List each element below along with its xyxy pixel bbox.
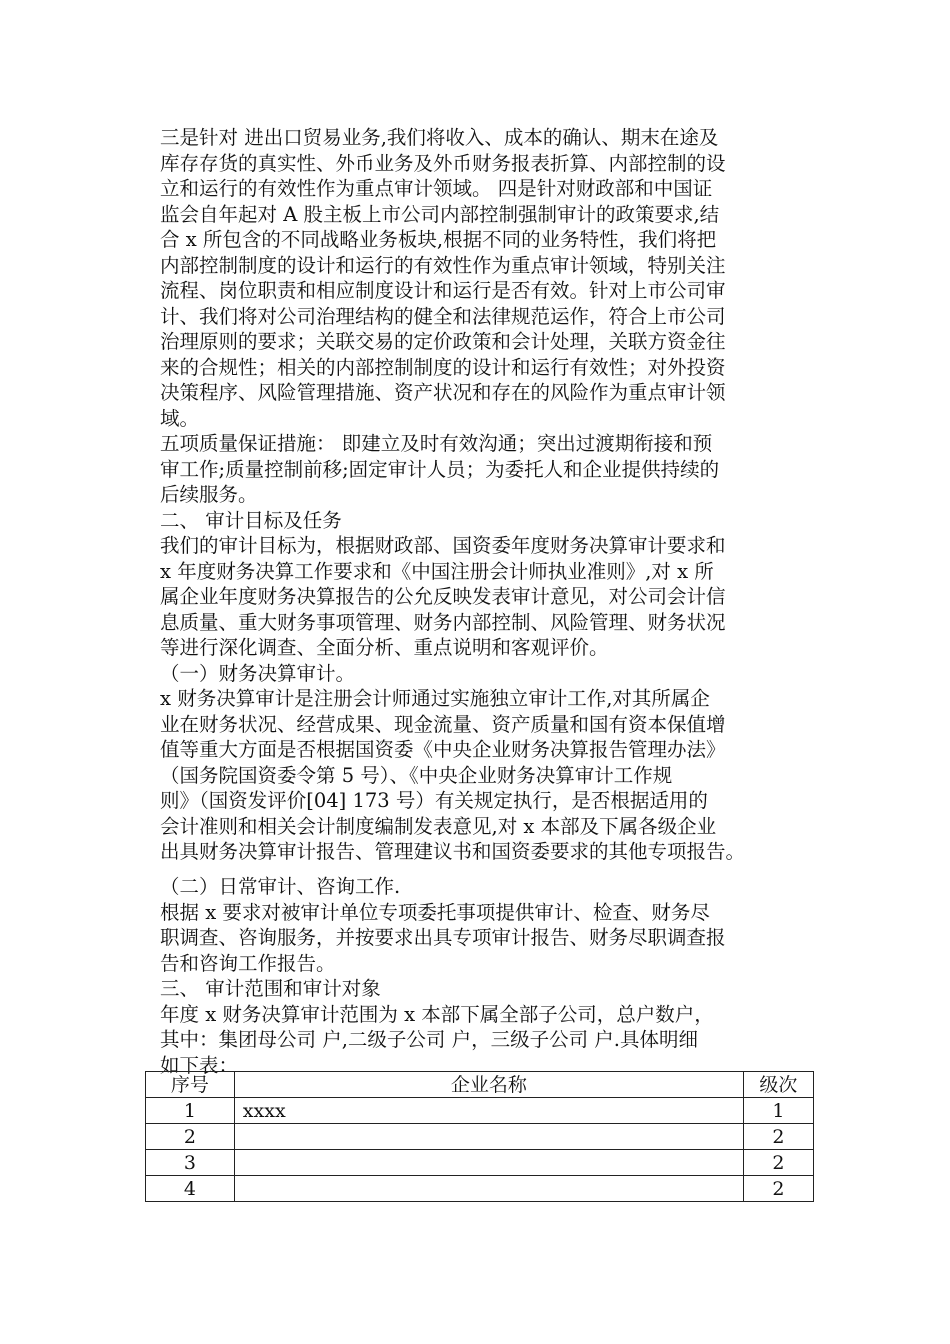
text-line: x 财务决算审计是注册会计师通过实施独立审计工作,对其所属企 — [160, 687, 710, 710]
column-header-level: 级次 — [743, 1072, 813, 1098]
text-line: 根据 x 要求对被审计单位专项委托事项提供审计、检查、财务尽 — [160, 900, 710, 924]
table-cell-level: 2 — [743, 1124, 813, 1150]
text-block-1 — [160, 125, 820, 865]
table-cell-level: 1 — [743, 1098, 813, 1124]
text-line: 三是针对 进出口贸易业务,我们将收入、成本的确认、期末在途及 — [160, 126, 719, 149]
enterprise-table — [145, 1071, 814, 1202]
table-cell-level: 2 — [743, 1176, 813, 1202]
text-line: 域。 — [160, 406, 200, 430]
table-cell-index: 4 — [146, 1176, 235, 1202]
text-line: x 年度财务决算工作要求和《中国注册会计师执业准则》,对 x 所 — [160, 559, 714, 583]
text-line: 业在财务状况、经营成果、现金流量、资产质量和国有资本保值增 — [160, 712, 726, 736]
section-heading: 二、 审计目标及任务 — [160, 508, 342, 532]
text-line: 值等重大方面是否根据国资委《中央企业财务决算报告管理办法》 — [160, 738, 726, 761]
text-line: 立和运行的有效性作为重点审计领域。 四是针对财政部和中国证 — [160, 177, 713, 200]
text-line: 来的合规性；相关的内部控制制度的设计和运行有效性；对外投资 — [160, 355, 726, 379]
text-line: 库存存货的真实性、外币业务及外币财务报表折算、内部控制的设 — [160, 151, 726, 175]
text-line: 其中：集团母公司 户,二级子公司 户，三级子公司 户.具体明细 — [160, 1028, 698, 1051]
subsection-heading: （二）日常审计、咨询工作. — [160, 875, 401, 898]
text-line: 如下表： — [160, 1053, 239, 1077]
text-line: 决策程序、风险管理措施、资产状况和存在的风险作为重点审计领 — [160, 381, 726, 404]
text-block-2 — [160, 874, 820, 1078]
subsection-heading: （一）财务决算审计。 — [160, 661, 356, 685]
text-line: 监会自年起对 A 股主板上市公司内部控制强制审计的政策要求,结 — [160, 202, 720, 226]
table-header-row — [146, 1072, 814, 1098]
text-line: 后续服务。 — [160, 483, 258, 506]
text-line: 出具财务决算审计报告、管理建议书和国资委要求的其他专项报告。 — [160, 840, 746, 863]
text-line: 合 x 所包含的不同战略业务板块,根据不同的业务特性，我们将把 — [160, 228, 717, 251]
text-line: 我们的审计目标为，根据财政部、国资委年度财务决算审计要求和 — [160, 534, 726, 557]
table-cell-index: 1 — [146, 1098, 235, 1124]
table-row — [146, 1098, 814, 1124]
table-row — [146, 1176, 814, 1202]
table-cell-name — [234, 1124, 743, 1150]
text-line: 计、我们将对公司治理结构的健全和法律规范运作，符合上市公司 — [160, 304, 726, 328]
text-line: 职调查、咨询服务，并按要求出具专项审计报告、财务尽职调查报 — [160, 926, 726, 949]
table-cell-name — [234, 1150, 743, 1176]
column-header-index: 序号 — [146, 1072, 235, 1098]
table-cell-index: 2 — [146, 1124, 235, 1150]
table-cell-index: 3 — [146, 1150, 235, 1176]
text-line: 息质量、重大财务事项管理、财务内部控制、风险管理、财务状况 — [160, 610, 726, 634]
column-header-name: 企业名称 — [234, 1072, 743, 1098]
section-heading: 三、 审计范围和审计对象 — [160, 977, 381, 1000]
text-line: 五项质量保证措施： 即建立及时有效沟通；突出过渡期衔接和预 — [160, 432, 713, 455]
text-line: 内部控制制度的设计和运行的有效性作为重点审计领域，特别关注 — [160, 253, 726, 277]
text-line: 则》（国资发评价[04] 173 号）有关规定执行，是否根据适用的 — [160, 789, 708, 812]
table-cell-name: xxxx — [234, 1098, 743, 1124]
table-row — [146, 1150, 814, 1176]
text-line: 流程、岗位职责和相应制度设计和运行是否有效。针对上市公司审 — [160, 279, 726, 302]
text-line: （国务院国资委令第 5 号）、《中央企业财务决算审计工作规 — [160, 763, 673, 787]
table-cell-name — [234, 1176, 743, 1202]
table-cell-level: 2 — [743, 1150, 813, 1176]
text-line: 属企业年度财务决算报告的公允反映发表审计意见，对公司会计信 — [160, 585, 726, 608]
text-line: 年度 x 财务决算审计范围为 x 本部下属全部子公司，总户数户， — [160, 1002, 714, 1026]
text-line: 告和咨询工作报告。 — [160, 951, 336, 975]
text-line: 审工作;质量控制前移;固定审计人员；为委托人和企业提供持续的 — [160, 457, 720, 481]
table-row — [146, 1124, 814, 1150]
text-line: 治理原则的要求；关联交易的定价政策和会计处理，关联方资金往 — [160, 330, 726, 353]
text-line: 等进行深化调查、全面分析、重点说明和客观评价。 — [160, 636, 609, 659]
text-line: 会计准则和相关会计制度编制发表意见,对 x 本部及下属各级企业 — [160, 814, 717, 838]
